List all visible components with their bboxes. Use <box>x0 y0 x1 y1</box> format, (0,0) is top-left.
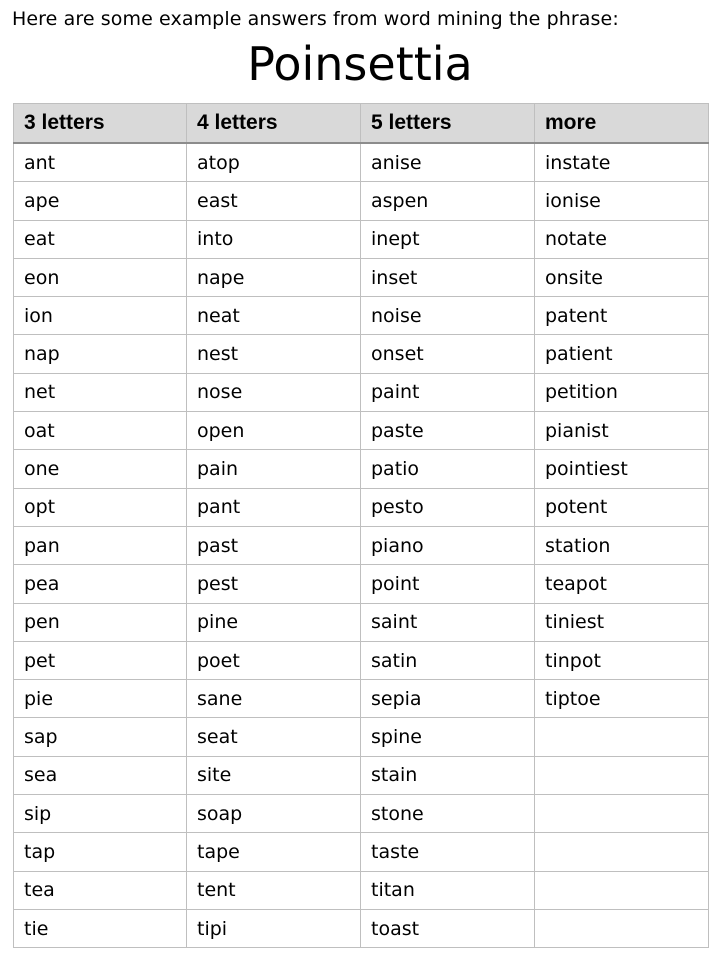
table-row <box>14 258 709 296</box>
3-letter-word-cell: oat <box>14 412 187 450</box>
table-row <box>14 335 709 373</box>
5-letter-word-cell: stain <box>361 756 535 794</box>
3-letter-word-cell: sea <box>14 756 187 794</box>
4-letter-word-cell: poet <box>187 641 361 679</box>
3-letter-word-cell: tie <box>14 909 187 947</box>
5-letter-word-cell: spine <box>361 718 535 756</box>
page-title: Poinsettia <box>247 37 473 91</box>
4-letter-word-cell: into <box>187 220 361 258</box>
3-letter-word-cell: one <box>14 450 187 488</box>
table-row <box>14 718 709 756</box>
3-letter-word-cell: opt <box>14 488 187 526</box>
long-word-cell: pianist <box>535 412 709 450</box>
4-letter-word-cell: site <box>187 756 361 794</box>
5-letter-word-cell: titan <box>361 871 535 909</box>
table-row <box>14 297 709 335</box>
5-letter-word-cell: satin <box>361 641 535 679</box>
4-letter-word-cell: atop <box>187 143 361 182</box>
5-letter-word-cell: piano <box>361 526 535 564</box>
5-letter-word-cell: inept <box>361 220 535 258</box>
column-header-4-letters: 4 letters <box>187 104 361 144</box>
long-word-cell <box>535 756 709 794</box>
3-letter-word-cell: net <box>14 373 187 411</box>
4-letter-word-cell: pine <box>187 603 361 641</box>
3-letter-word-cell: ant <box>14 143 187 182</box>
long-word-cell: pointiest <box>535 450 709 488</box>
4-letter-word-cell: tape <box>187 833 361 871</box>
long-word-cell: ionise <box>535 182 709 220</box>
5-letter-word-cell: aspen <box>361 182 535 220</box>
table-row <box>14 412 709 450</box>
4-letter-word-cell: east <box>187 182 361 220</box>
table-row <box>14 143 709 182</box>
long-word-cell <box>535 871 709 909</box>
table-row <box>14 909 709 947</box>
3-letter-word-cell: pet <box>14 641 187 679</box>
long-word-cell <box>535 718 709 756</box>
5-letter-word-cell: patio <box>361 450 535 488</box>
4-letter-word-cell: open <box>187 412 361 450</box>
5-letter-word-cell: anise <box>361 143 535 182</box>
table-row <box>14 488 709 526</box>
long-word-cell: tiniest <box>535 603 709 641</box>
4-letter-word-cell: tipi <box>187 909 361 947</box>
table-row <box>14 795 709 833</box>
table-row <box>14 450 709 488</box>
5-letter-word-cell: toast <box>361 909 535 947</box>
long-word-cell <box>535 833 709 871</box>
5-letter-word-cell: stone <box>361 795 535 833</box>
4-letter-word-cell: soap <box>187 795 361 833</box>
word-rows <box>14 143 709 948</box>
table-row <box>14 603 709 641</box>
3-letter-word-cell: sap <box>14 718 187 756</box>
table-row <box>14 220 709 258</box>
column-header-5-letters: 5 letters <box>361 104 535 144</box>
5-letter-word-cell: noise <box>361 297 535 335</box>
3-letter-word-cell: eat <box>14 220 187 258</box>
5-letter-word-cell: sepia <box>361 680 535 718</box>
table-row <box>14 641 709 679</box>
5-letter-word-cell: inset <box>361 258 535 296</box>
5-letter-word-cell: point <box>361 565 535 603</box>
3-letter-word-cell: tea <box>14 871 187 909</box>
word-table <box>13 103 709 948</box>
5-letter-word-cell: onset <box>361 335 535 373</box>
long-word-cell: station <box>535 526 709 564</box>
long-word-cell: teapot <box>535 565 709 603</box>
long-word-cell <box>535 795 709 833</box>
4-letter-word-cell: pain <box>187 450 361 488</box>
5-letter-word-cell: saint <box>361 603 535 641</box>
long-word-cell: patient <box>535 335 709 373</box>
3-letter-word-cell: pea <box>14 565 187 603</box>
3-letter-word-cell: pen <box>14 603 187 641</box>
3-letter-word-cell: ape <box>14 182 187 220</box>
long-word-cell: notate <box>535 220 709 258</box>
4-letter-word-cell: nest <box>187 335 361 373</box>
table-row <box>14 680 709 718</box>
3-letter-word-cell: pan <box>14 526 187 564</box>
4-letter-word-cell: nape <box>187 258 361 296</box>
3-letter-word-cell: nap <box>14 335 187 373</box>
4-letter-word-cell: nose <box>187 373 361 411</box>
4-letter-word-cell: pant <box>187 488 361 526</box>
4-letter-word-cell: tent <box>187 871 361 909</box>
column-header-3-letters: 3 letters <box>14 104 187 144</box>
column-header-more: more <box>535 104 709 144</box>
long-word-cell: instate <box>535 143 709 182</box>
long-word-cell: onsite <box>535 258 709 296</box>
table-row <box>14 871 709 909</box>
4-letter-word-cell: pest <box>187 565 361 603</box>
long-word-cell: petition <box>535 373 709 411</box>
4-letter-word-cell: sane <box>187 680 361 718</box>
3-letter-word-cell: ion <box>14 297 187 335</box>
4-letter-word-cell: past <box>187 526 361 564</box>
long-word-cell <box>535 909 709 947</box>
table-row <box>14 526 709 564</box>
5-letter-word-cell: paint <box>361 373 535 411</box>
intro-text: Here are some example answers from word mining the phrase: <box>12 8 619 30</box>
long-word-cell: potent <box>535 488 709 526</box>
3-letter-word-cell: eon <box>14 258 187 296</box>
table-row <box>14 833 709 871</box>
5-letter-word-cell: taste <box>361 833 535 871</box>
5-letter-word-cell: pesto <box>361 488 535 526</box>
3-letter-word-cell: tap <box>14 833 187 871</box>
long-word-cell: tiptoe <box>535 680 709 718</box>
long-word-cell: tinpot <box>535 641 709 679</box>
table-row <box>14 373 709 411</box>
table-row <box>14 565 709 603</box>
3-letter-word-cell: sip <box>14 795 187 833</box>
3-letter-word-cell: pie <box>14 680 187 718</box>
long-word-cell: patent <box>535 297 709 335</box>
header-row <box>14 104 709 144</box>
table-row <box>14 182 709 220</box>
4-letter-word-cell: neat <box>187 297 361 335</box>
4-letter-word-cell: seat <box>187 718 361 756</box>
5-letter-word-cell: paste <box>361 412 535 450</box>
table-row <box>14 756 709 794</box>
